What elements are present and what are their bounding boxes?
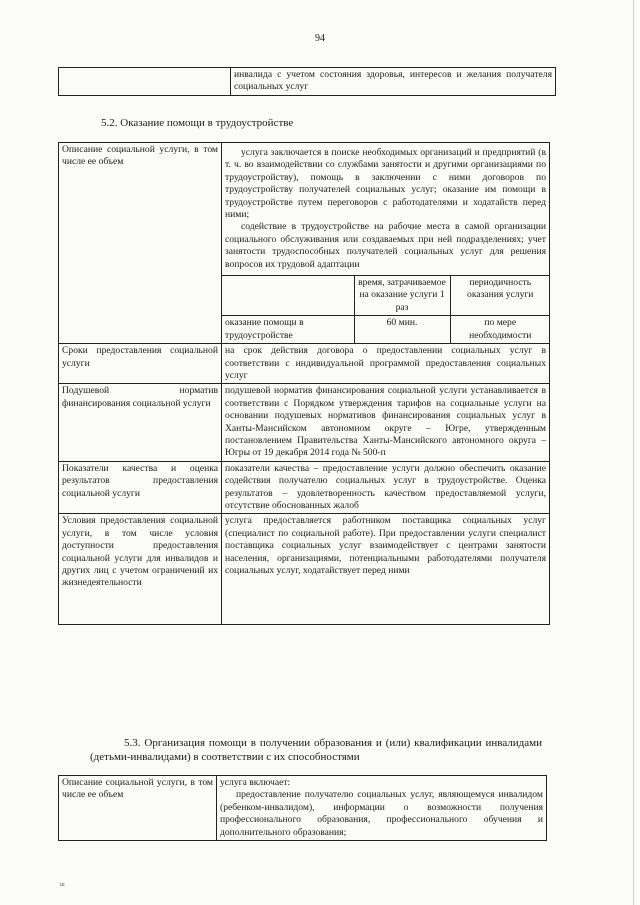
quality-label: Показатели качества и оценка результатов предоставления социальной услуги bbox=[59, 461, 222, 514]
corner-mark: ш bbox=[60, 882, 65, 888]
carryover-text: инвалида с учетом состояния здоровья, интересов и желания получателя социальных услуг bbox=[231, 68, 556, 96]
table-row bbox=[59, 384, 550, 461]
financing-label: Подушевой норматив финансирования социальной услуги bbox=[59, 384, 222, 461]
section-5-3-table bbox=[58, 775, 547, 841]
terms-label: Сроки предоставления социальной услуги bbox=[59, 344, 222, 384]
table-row bbox=[59, 143, 550, 344]
s53-description-label: Описание социальной услуги, в том числе ее объем bbox=[59, 776, 217, 841]
subtable-service-name: оказание помощи в трудоустройстве bbox=[222, 316, 354, 343]
carryover-table bbox=[58, 67, 556, 96]
subtable-period-value: по мере необходимости bbox=[450, 316, 550, 343]
conditions-text: услуга предоставляется работником поставщика социальных услуг (специалист по социальной работе). При предоставлении услуги специалист поставщика социальных услуг взаимодействует с центрами занятости населения, организациями, потенциальными работодателями получателя социальных услуг, ходатайствует перед ними bbox=[222, 514, 550, 625]
table-row bbox=[59, 344, 550, 384]
section-5-2-heading: 5.2. Оказание помощи в трудоустройстве bbox=[101, 117, 294, 129]
table-row bbox=[59, 514, 550, 625]
table-row bbox=[59, 776, 547, 841]
quality-text: показатели качества – предоставление услуги должно обеспечить оказание содействия получателю социальных услуг в трудоустройстве. Оценка результатов – удовлетворенность качеством предоставляемой услуги, отсутствие обоснованных жалоб bbox=[222, 461, 550, 514]
description-paragraph-2: содействие в трудоустройстве на рабочие места в самой организации социального обслуживания или создаваемых при ней подразделениях; учет занятости трудоспособных получателей социальных услуг для решения вопросов их трудовой адаптации bbox=[225, 221, 546, 270]
conditions-label: Условия предоставления социальной услуги, в том числе условия доступности предоставления социальной услуги для инвалидов и других лиц с учетом ограничений их жизнедеятельности bbox=[59, 514, 222, 625]
description-paragraph-1: услуга заключается в поиске необходимых организаций и предприятий (в т. ч. во взаимодействии со службами занятости и другими организациями по трудоустройству), помощь в заключении с ними договоров по трудоустройству получателей социальных услуг; оказание им помощи в трудоустройстве путем переговоров с работодателями и ходатайств перед ними; bbox=[225, 147, 546, 221]
scan-edge-line bbox=[633, 0, 634, 905]
subtable-empty-header bbox=[222, 276, 354, 316]
section-5-2-table bbox=[58, 142, 550, 625]
terms-text: на срок действия договора о предоставлении социальных услуг в соответствии с индивидуальной программой предоставления социальных услуг bbox=[222, 344, 550, 384]
s53-description-cell bbox=[217, 776, 547, 841]
subtable-header-time: время, затрачиваемое на оказание услуги 1 раз bbox=[354, 276, 450, 316]
subtable-header-period: периодичность оказания услуги bbox=[450, 276, 550, 316]
page-number: 94 bbox=[315, 33, 325, 44]
s53-intro: услуга включает: bbox=[220, 777, 291, 788]
timing-subtable bbox=[222, 275, 550, 343]
financing-text: подушевой норматив финансирования социальной услуги устанавливается в соответствии с Порядком утверждения тарифов на социальные услуги на основании подушевых нормативов финансирования социальных услуг в Ханты-Мансийском автономном округе – Югре, утвержденным постановлением Правительства Ханты-Мансийского автономного округа – Югры от 19 декабря 2014 года № 500-п bbox=[222, 384, 550, 461]
description-cell bbox=[222, 143, 550, 344]
subtable-time-value: 60 мин. bbox=[354, 316, 450, 343]
s53-paragraph-1: предоставление получателю социальных услуг, являющемуся инвалидом (ребенком-инвалидом), информации о возможности получения профессионального образования, профессионального обучения и дополнительного образования; bbox=[220, 789, 543, 838]
section-5-3-heading: 5.3. Организация помощи в получении образования и (или) квалификации инвалидами (детьми-инвалидами) в соответствии с их способностями bbox=[90, 737, 542, 763]
carryover-label-cell bbox=[59, 68, 231, 96]
description-label: Описание социальной услуги, в том числе ее объем bbox=[59, 143, 222, 344]
table-row bbox=[59, 461, 550, 514]
